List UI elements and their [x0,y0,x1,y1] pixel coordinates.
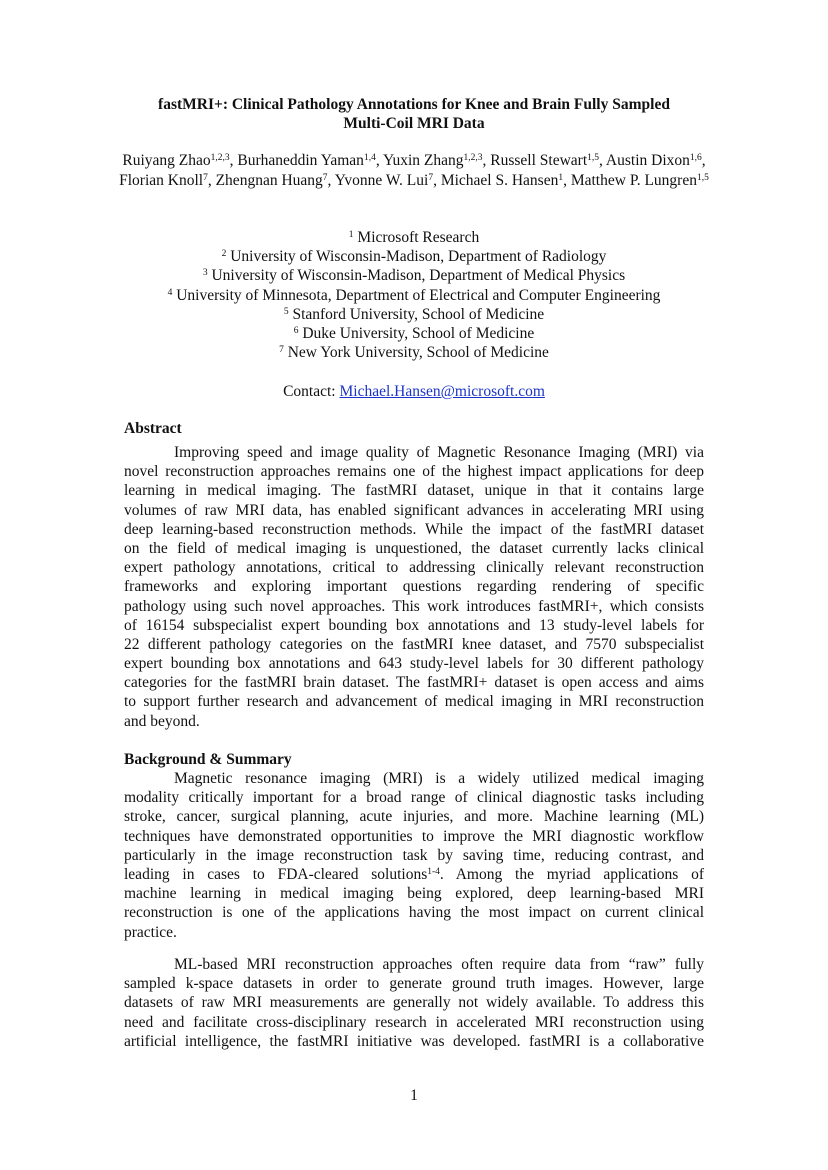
author-name: Florian Knoll [119,171,204,189]
text-line: stroke, cancer, surgical planning, acute injuries, and more. Machine learning (ML) [124,808,704,826]
affiliation-item [100,305,728,324]
text-line: to support further research and advancement of medical imaging in MRI reconstruction [124,693,704,711]
author-affiliation-sup: 1,2,3 [463,153,483,163]
affiliation-number: 5 [283,306,289,317]
author-name: Ruiyang Zhao [122,152,211,169]
text-line: Improving speed and image quality of Magnetic Resonance Imaging (MRI) via [174,444,704,461]
affiliation-text: Duke University, School of Medicine [302,325,535,343]
affiliation-list [100,228,728,362]
title-line: fastMRI+: Clinical Pathology Annotations for Knee and Brain Fully Sampled [158,96,670,113]
text-line: reconstruction is one of the applications having the most impact on current clinical [124,904,704,922]
author-affiliation-sup: 1,2,3 [210,153,230,163]
paper-title [100,95,728,133]
text-line: learning in medical imaging. The fastMRI dataset, unique in that it contains large [124,482,704,500]
affiliation-number: 1 [348,230,354,240]
affiliation-item [100,247,728,266]
author-list [100,151,728,190]
text-line: 22 different pathology categories on the fastMRI knee dataset, and 7570 subspecialist [124,635,704,653]
text-line: volumes of raw MRI data, has enabled significant advances in accelerating MRI using [124,501,704,519]
affiliation-number: 7 [279,345,284,356]
author-affiliation-sup: 7 [428,172,434,183]
affiliation-text: University of Wisconsin-Madison, Department of Medical Physics [211,267,626,285]
text-line: artificial intelligence, the fastMRI initiative was developed. fastMRI is a collaborative [124,1032,704,1050]
author-name: Austin Dixon [605,152,690,169]
text-line: datasets of raw MRI measurements are generally not widely available. To address this [124,994,704,1012]
author-affiliation-sup: 7 [203,172,208,183]
text-line-with-citation [124,865,704,884]
author-affiliation-sup: 1,5 [587,153,600,163]
affiliation-number: 2 [221,249,227,260]
abstract-body [124,443,704,731]
text-line: categories for the fastMRI brain dataset. The fastMRI+ dataset is open access and aims [124,674,704,692]
text-line: on the field of medical imaging is unquestioned, the dataset currently lacks clinical [124,539,704,557]
text-line: novel reconstruction approaches remains one of the highest impact applications for deep [124,463,704,481]
affiliation-text: New York University, School of Medicine [287,344,549,362]
affiliation-text: Microsoft Research [357,229,480,246]
background-paragraph-1 [124,769,704,942]
text-line: ML-based MRI reconstruction approaches often require data from “raw” fully [174,956,704,973]
text-fragment: . Among the myriad applications of [439,865,705,883]
text-line: machine learning in medical imaging being explored, deep learning-based MRI [124,885,704,903]
text-line: need and facilitate cross-disciplinary research in accelerated MRI reconstruction using [124,1013,704,1031]
background-heading: Background & Summary [124,751,292,768]
text-line: expert bounding box annotations and 643 study-level labels for 30 different pathology [124,655,704,673]
text-line: modality critically important for a broad range of clinical diagnostic tasks including [124,789,704,807]
author-name: Burhaneddin Yaman [237,152,364,169]
affiliation-item [100,266,728,285]
text-line: deep learning-based reconstruction methods. While the impact of the fastMRI dataset [124,520,704,538]
text-line: sampled k-space datasets in order to generate ground truth images. However, large [124,975,704,993]
citation-sup: 1-4 [427,866,440,877]
text-line: Magnetic resonance imaging (MRI) is a widely utilized medical imaging [174,770,704,787]
author-name: Russell Stewart [490,152,588,169]
title-line: Multi-Coil MRI Data [343,115,485,132]
author-line: Ruiyang Zhao$^{1,2,3}$, Burhaneddin Yaman$^{1,4}$, Yuxin Zhang$^{1,2,3}$, Russell Stewart$^{1,5}$, Austin Dixon$^{1,6}$, Florian Knoll$^7$, Zhengnan Huang$^7$, Yvonne W. Lui$^7$, Michael S. Hansen$^1$, Matthew P. Lungren$^{1,5}$ [119,152,709,189]
contact-line [100,382,728,401]
affiliation-text: Stanford University, School of Medicine [292,305,545,323]
author-name: Yvonne W. Lui [334,171,429,189]
author-affiliation-sup: 1 [558,172,564,183]
text-line: frameworks and exploring important questions regarding rendering of specific [124,578,704,596]
author-affiliation-sup: 1,4 [363,153,376,163]
author-name: Yuxin Zhang [383,152,464,169]
affiliation-number: 6 [293,326,299,337]
text-line: techniques have demonstrated opportunities to improve the MRI diagnostic workflow [124,827,704,845]
text-line: particularly in the image reconstruction task by saving time, reducing contrast, and [124,846,704,864]
affiliation-text: University of Minnesota, Department of Electrical and Computer Engineering [176,286,661,304]
affiliation-number: 3 [202,268,208,279]
text-line: pathology using such novel approaches. This work introduces fastMRI+, which consists [124,597,704,615]
text-fragment: leading in cases to FDA-cleared solutions [124,865,428,883]
text-line: of 16154 subspecialist expert bounding box annotations and 13 study-level labels for [124,616,704,634]
affiliation-number: 4 [167,287,173,298]
author-affiliation-sup: 1,6 [689,153,702,163]
background-paragraph-2 [124,955,704,1051]
text-line: expert pathology annotations, critical to addressing clinically relevant reconstruction [124,559,704,577]
author-name: Michael S. Hansen [440,171,559,189]
author-affiliation-sup: 1,5 [696,172,709,183]
affiliation-item [100,324,728,343]
affiliation-item [100,286,728,305]
affiliation-text: University of Wisconsin-Madison, Department of Radiology [230,248,607,266]
contact-label: Contact: [283,383,336,400]
abstract-heading: Abstract [124,420,182,437]
affiliation-item [100,228,728,247]
text-line: and beyond. [124,712,200,730]
text-line: practice. [124,923,177,941]
author-name: Matthew P. Lungren [570,171,697,189]
contact-email-link[interactable]: Michael.Hansen@microsoft.com [339,383,545,400]
page-number: 1 [410,1087,418,1104]
author-name: Zhengnan Huang [215,171,323,189]
affiliation-item [100,343,728,362]
author-affiliation-sup: 7 [322,172,328,183]
